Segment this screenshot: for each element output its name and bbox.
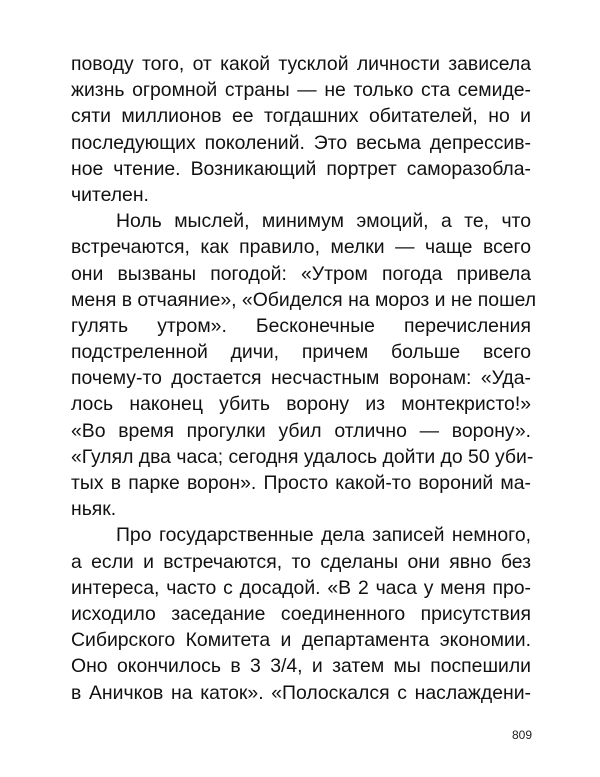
text-line: Оно окончилось в 3 3/4, и затем мы поспешили	[71, 655, 531, 678]
text-line: интереса, часто с досадой. «В 2 часа у меня про-	[71, 576, 531, 599]
text-line: встречаются, как правило, мелки — чаще всего	[71, 236, 531, 259]
text-line: сяти миллионов ее тогдашних обитателей, но и	[71, 105, 531, 128]
text-line: Сибирского Комитета и департамента экономии.	[71, 629, 531, 652]
text-line: последующих поколений. Это весьма депрессив-	[71, 131, 531, 154]
page-number: 809	[511, 728, 532, 742]
text-line: «Во время прогулки убил отлично — ворону».	[71, 419, 531, 442]
text-line: меня в отчаяние», «Обиделся на мороз и не пошел	[71, 288, 537, 311]
text-line: подстреленной дичи, причем больше всего	[71, 341, 531, 364]
text-line: Про государственные дела записей немного,	[116, 524, 531, 547]
text-line: чителен.	[71, 183, 149, 206]
text-line: ное чтение. Возникающий портрет саморазобла-	[71, 157, 531, 180]
text-line: Ноль мыслей, минимум эмоций, а те, что	[116, 210, 531, 233]
page-text	[71, 51, 537, 706]
text-line: почему-то достается несчастным воронам: «Уда-	[71, 367, 531, 390]
text-line: а если и встречаются, то сделаны они явно без	[71, 550, 531, 573]
text-line: поводу того, от какой тусклой личности зависела	[71, 53, 531, 75]
text-line: тых в парке ворон». Просто какой-то вороний ма-	[71, 472, 531, 494]
text-line: исходило заседание соединенного присутствия	[71, 602, 531, 625]
text-line: ньяк.	[71, 498, 117, 521]
text-line: «Гулял два часа; сегодня удалось дойти до 50 уби-	[71, 445, 534, 468]
text-line: жизнь огромной страны — не только ста семиде-	[71, 79, 531, 102]
text-line: лось наконец убить ворону из монтекристо!»	[71, 393, 531, 416]
text-line: гулять утром». Бесконечные перечисления	[71, 314, 531, 337]
text-line: они вызваны погодой: «Утром погода привела	[71, 262, 531, 285]
text-line: в Аничков на каток». «Полоскался с наслаждени-	[71, 681, 531, 704]
